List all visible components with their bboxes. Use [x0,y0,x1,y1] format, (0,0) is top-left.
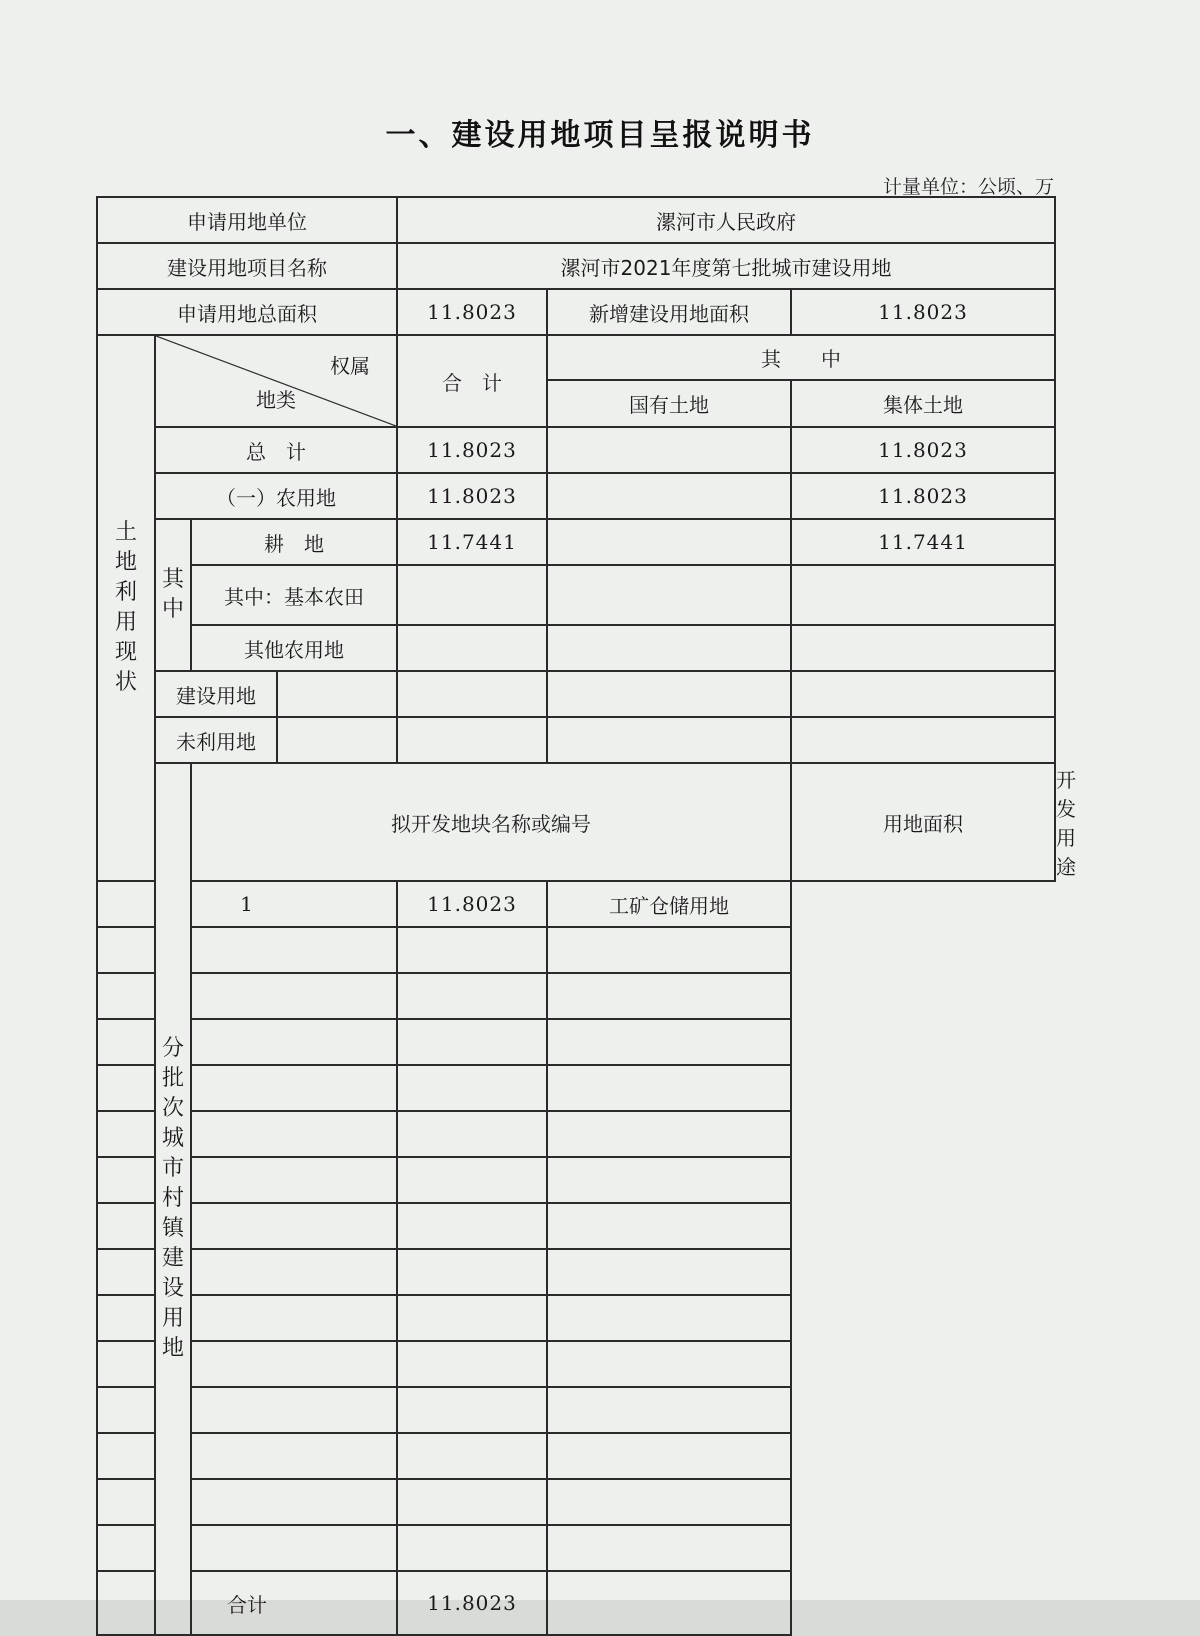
plot-row-blank [97,1479,1055,1525]
blank-cell [547,1479,791,1525]
plot-row-blank [97,1525,1055,1571]
plot-area: 11.8023 [397,881,547,927]
ownership-category-header [155,335,397,427]
blank-cell [397,1203,547,1249]
land-row-state [547,717,791,763]
state-land-header: 国有土地 [547,380,791,427]
land-row-sum: 11.8023 [397,427,547,473]
land-row-label: 其中：基本农田 [191,565,397,625]
blank-cell [97,1433,397,1479]
blank-cell [397,1341,547,1387]
land-row-collective [791,565,1055,625]
plot-row-blank [97,1065,1055,1111]
plots-section-text: 分批次城市村镇建设用地 [162,1036,185,1361]
land-row-state [547,625,791,671]
land-row-sum [397,717,547,763]
project-value: 漯河市2021年度第七批城市建设用地 [397,243,1055,289]
blank-cell [547,1157,791,1203]
blank-cell [397,927,547,973]
plot-row-blank [97,1157,1055,1203]
plot-use: 工矿仓储用地 [547,881,791,927]
area-row [97,289,1055,335]
blank-cell [97,1341,397,1387]
land-row-collective: 11.8023 [791,427,1055,473]
land-row-sum: 11.8023 [397,473,547,519]
blank-cell [97,1525,397,1571]
plot-row-blank [97,1341,1055,1387]
plot-name-header: 拟开发地块名称或编号 [191,763,791,881]
blank-cell [97,1203,397,1249]
blank-cell [547,973,791,1019]
plot-row-blank [97,1433,1055,1479]
land-row-total [97,427,1055,473]
blank-cell [547,1525,791,1571]
land-row-construction [97,671,1055,717]
land-row-basic-farmland [97,565,1055,625]
plot-row-blank [97,1203,1055,1249]
applicant-value: 漯河市人民政府 [397,197,1055,243]
application-form-table [96,196,1077,1636]
land-row-state [547,671,791,717]
plot-row-blank [97,927,1055,973]
project-label: 建设用地项目名称 [97,243,397,289]
land-use-header-row [97,335,1055,380]
new-area-value: 11.8023 [791,289,1055,335]
sum-header: 合 计 [397,335,547,427]
land-row-agri [97,473,1055,519]
land-row-blank [277,717,397,763]
blank-cell [97,1479,397,1525]
plot-row-blank [97,1019,1055,1065]
blank-cell [547,1111,791,1157]
among-sub-text: 其中 [162,567,185,622]
applicant-label: 申请用地单位 [97,197,397,243]
land-row-sum [397,565,547,625]
blank-cell [547,1065,791,1111]
plot-row-blank [97,1387,1055,1433]
blank-cell [397,1019,547,1065]
land-row-state [547,473,791,519]
blank-cell [397,1295,547,1341]
category-label: 地类 [256,388,296,412]
land-row-blank [277,671,397,717]
land-row-sum: 11.7441 [397,519,547,565]
land-row-collective: 11.7441 [791,519,1055,565]
blank-cell [97,1019,397,1065]
blank-cell [547,1433,791,1479]
blank-cell [97,1387,397,1433]
blank-cell [397,1387,547,1433]
land-row-state [547,565,791,625]
plot-row-blank [97,973,1055,1019]
plots-total-label: 合计 [97,1571,397,1635]
applicant-row [97,197,1055,243]
blank-cell [397,1111,547,1157]
land-row-label: （一）农用地 [155,473,397,519]
blank-cell [547,1295,791,1341]
blank-cell [397,1479,547,1525]
blank-cell [547,1249,791,1295]
blank-cell [97,1065,397,1111]
plot-row-blank [97,1295,1055,1341]
among-sub-label [155,519,191,671]
blank-cell [397,1433,547,1479]
blank-cell [397,1065,547,1111]
land-row-label: 其他农用地 [191,625,397,671]
land-row-label: 建设用地 [155,671,277,717]
unit-label: 计量单位：公顷、万 [882,176,1054,198]
land-row-unused [97,717,1055,763]
blank-cell [547,1571,791,1635]
collective-land-header: 集体土地 [791,380,1055,427]
land-row-sum [397,671,547,717]
blank-cell [547,1203,791,1249]
plot-name: 1 [97,881,397,927]
land-use-section-label [97,335,155,881]
blank-cell [547,1387,791,1433]
total-area-label: 申请用地总面积 [97,289,397,335]
blank-cell [547,1019,791,1065]
land-row-collective: 11.8023 [791,473,1055,519]
plots-total-row [97,1571,1055,1635]
land-row-label: 总 计 [155,427,397,473]
blank-cell [97,1249,397,1295]
blank-cell [97,1295,397,1341]
land-row-collective [791,717,1055,763]
land-row-collective [791,671,1055,717]
plot-row-blank [97,1249,1055,1295]
land-row-sum [397,625,547,671]
land-row-arable [97,519,1055,565]
blank-cell [97,1157,397,1203]
land-row-state [547,519,791,565]
plot-row-blank [97,1111,1055,1157]
blank-cell [397,1525,547,1571]
document-title: 一、建设用地项目呈报说明书 [385,118,815,153]
ownership-label: 权属 [330,354,370,378]
blank-cell [547,1341,791,1387]
plots-total-value: 11.8023 [397,1571,547,1635]
land-use-section-text: 土地利用现状 [115,520,138,695]
plot-area-header: 用地面积 [791,763,1055,881]
project-row [97,243,1055,289]
blank-cell [397,1249,547,1295]
blank-cell [97,1111,397,1157]
blank-cell [397,973,547,1019]
blank-cell [97,973,397,1019]
land-row-label: 未利用地 [155,717,277,763]
land-row-state [547,427,791,473]
land-row-collective [791,625,1055,671]
blank-cell [397,1157,547,1203]
land-row-label: 耕 地 [191,519,397,565]
blank-cell [547,927,791,973]
among-header: 其 中 [547,335,1055,380]
new-area-label: 新增建设用地面积 [547,289,791,335]
total-area-value: 11.8023 [397,289,547,335]
blank-cell [97,927,397,973]
land-row-other-agri [97,625,1055,671]
plot-row [97,881,1055,927]
plots-header-row: 分批次城市村镇建设用地 拟开发地块名称或编号 用地面积 开发用途 [97,763,1055,881]
